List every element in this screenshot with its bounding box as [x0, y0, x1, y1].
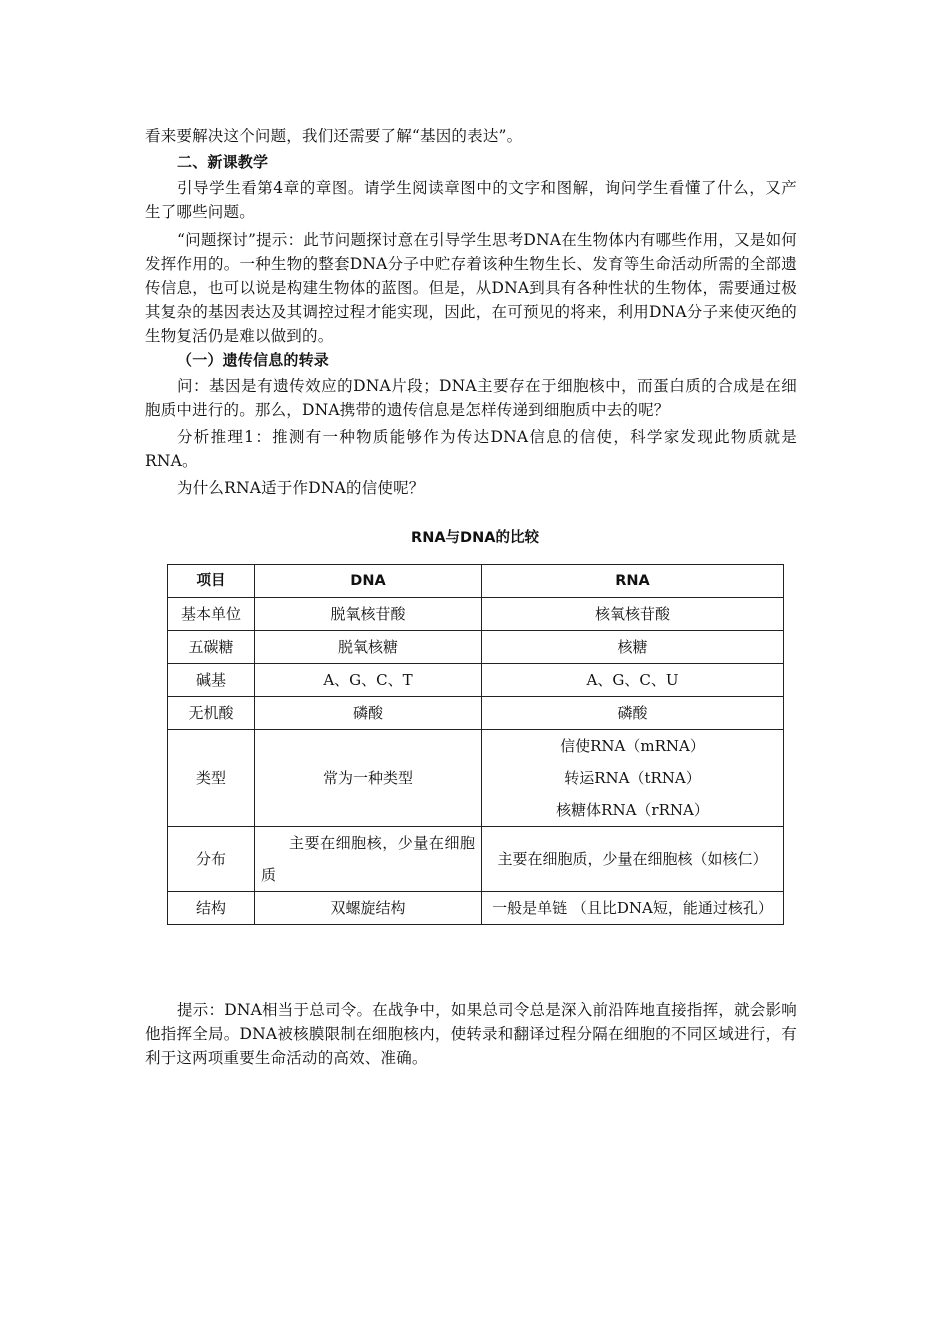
- header-rna: RNA: [482, 565, 784, 598]
- rna-cell: A、G、C、U: [482, 664, 784, 697]
- section-heading-new-lesson: 二、新课教学: [177, 153, 269, 171]
- row-label: 无机酸: [168, 697, 255, 730]
- table-row: [168, 631, 784, 664]
- rna-cell: 磷酸: [482, 697, 784, 730]
- table-row: [168, 827, 784, 892]
- row-label: 结构: [168, 892, 255, 925]
- row-label: 分布: [168, 827, 255, 892]
- rna-cell: [482, 730, 784, 827]
- header-item: 项目: [168, 565, 255, 598]
- table-row: [168, 697, 784, 730]
- paragraph-intro: 看来要解决这个问题，我们还需要了解“基因的表达”。: [145, 127, 523, 145]
- row-label: 基本单位: [168, 598, 255, 631]
- row-label: 类型: [168, 730, 255, 827]
- dna-cell: 脱氧核苷酸: [255, 598, 482, 631]
- rna-type-mrna: 信使RNA（mRNA）: [560, 737, 705, 755]
- rna-cell: 主要在细胞质，少量在细胞核（如核仁）: [482, 827, 784, 892]
- paragraph-question: 问：基因是有遗传效应的DNA片段；DNA主要存在于细胞核中，而蛋白质的合成是在细胞质中进行的。那么，DNA携带的遗传信息是怎样传递到细胞质中去的呢？: [145, 377, 797, 419]
- dna-distribution-text: 主要在细胞核，少量在细胞质: [261, 834, 475, 884]
- subsection-heading-transcription: （一）遗传信息的转录: [177, 351, 330, 369]
- dna-cell: 脱氧核糖: [255, 631, 482, 664]
- paragraph-reasoning: 分析推理1：推测有一种物质能够作为传达DNA信息的信使，科学家发现此物质就是RNA。: [145, 428, 797, 470]
- rna-type-trna: 转运RNA（tRNA）: [564, 769, 701, 787]
- header-dna: DNA: [255, 565, 482, 598]
- table-caption: RNA与DNA的比较: [411, 530, 539, 546]
- dna-cell: [255, 827, 482, 892]
- paragraph-problem-discussion: “问题探讨”提示：此节问题探讨意在引导学生思考DNA在生物体内有哪些作用，又是如何发挥作用的。一种生物的整套DNA分子中贮存着该种生物生长、发育等生命活动所需的全部遗传信息，也可以说是构建生物体的蓝图。但是，从DNA到具有各种性状的生物体，需要通过极其复杂的基因表达及其调控过程才能实现，因此，在可预见的将来，利用DNA分子来使灭绝的生物复活仍是难以做到的。: [145, 231, 797, 345]
- row-label: 五碳糖: [168, 631, 255, 664]
- rna-cell: 核糖: [482, 631, 784, 664]
- table-row: [168, 598, 784, 631]
- table-row: [168, 730, 784, 827]
- table-header-row: [168, 565, 784, 598]
- table-row: [168, 892, 784, 925]
- dna-cell: 双螺旋结构: [255, 892, 482, 925]
- dna-cell: 磷酸: [255, 697, 482, 730]
- paragraph-why-rna: 为什么RNA适于作DNA的信使呢？: [177, 479, 425, 497]
- paragraph-hint: 提示：DNA相当于总司令。在战争中，如果总司令总是深入前沿阵地直接指挥，就会影响他指挥全局。DNA被核膜限制在细胞核内，使转录和翻译过程分隔在细胞的不同区域进行，有利于这两项重要生命活动的高效、准确。: [145, 1001, 797, 1067]
- comparison-table: [167, 564, 784, 925]
- rna-cell: 核氧核苷酸: [482, 598, 784, 631]
- table-row: [168, 664, 784, 697]
- paragraph-chapter-figure: 引导学生看第4章的章图。请学生阅读章图中的文字和图解，询问学生看懂了什么，又产生了哪些问题。: [145, 179, 797, 221]
- rna-type-rrna: 核糖体RNA（rRNA）: [556, 801, 709, 819]
- dna-cell: 常为一种类型: [255, 730, 482, 827]
- dna-cell: A、G、C、T: [255, 664, 482, 697]
- row-label: 碱基: [168, 664, 255, 697]
- rna-cell: 一般是单链 （且比DNA短，能通过核孔）: [482, 892, 784, 925]
